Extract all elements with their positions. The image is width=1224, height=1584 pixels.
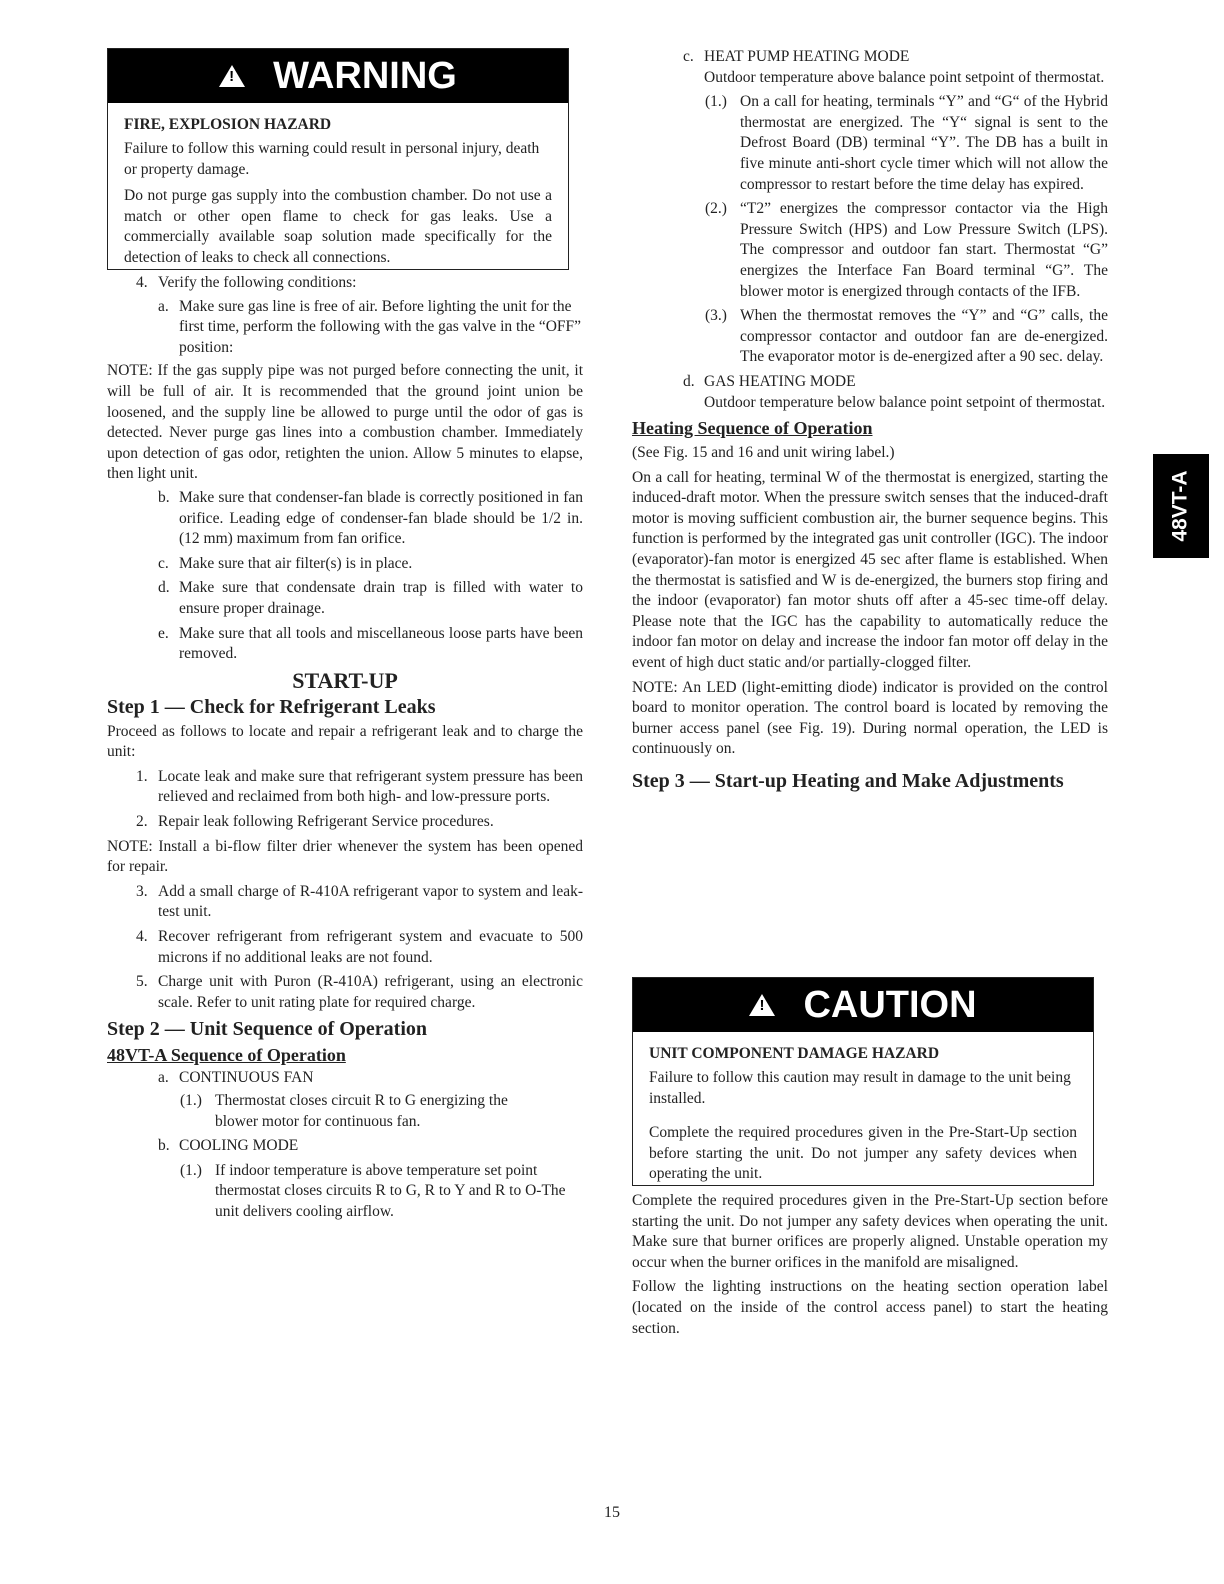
seq-a-1: (1.) Thermostat closes circuit R to G energizing the blower motor for continuous fan. — [180, 1092, 508, 1130]
gas-heating-mode: d. GAS HEATING MODE — [683, 372, 856, 390]
warning-banner: ! WARNING — [108, 49, 568, 103]
step1-list-item: 5. Charge unit with Puron (R-410A) refrigerant, using an electronic scale. Refer to unit rating plate for required charge. — [136, 973, 583, 1011]
step1-intro: Proceed as follows to locate and repair a refrigerant leak and to charge the unit: — [107, 722, 583, 761]
gas-heating-desc: Outdoor temperature below balance point setpoint of thermostat. — [704, 393, 1106, 411]
seq-a: a. CONTINUOUS FAN — [158, 1069, 314, 1087]
verify-list-item: c. Make sure that air filter(s) is in place. — [158, 554, 413, 572]
heating-ref: (See Fig. 15 and 16 and unit wiring label.) — [632, 444, 895, 462]
heat-pump-step: (3.) When the thermostat removes the “Y” and “G” calls, the compressor contactor and outdoor fan are de-energized. The evaporator motor is de-energized after a 90 sec. delay. — [705, 307, 1108, 366]
step2-title: Step 2 — Unit Sequence of Operation — [107, 1018, 427, 1041]
heating-note: NOTE: An LED (light-emitting diode) indicator is provided on the control board to monitor operation. The control board is located by removing the burner access panel (see Fig. 19). During normal operation, the LED is continuously on. — [632, 678, 1108, 758]
section-tab: 48VT-A — [1153, 454, 1209, 558]
step1-note: NOTE: Install a bi-flow filter drier whenever the system has been opened for repair. — [107, 837, 583, 876]
heat-pump-desc: Outdoor temperature above balance point setpoint of thermostat. — [704, 68, 1105, 86]
heating-sequence-title: Heating Sequence of Operation — [632, 418, 873, 439]
heat-pump-step: (2.) “T2” energizes the compressor contactor via the High Pressure Switch (HPS) and Low Pressure Switch (LPS). The compressor and outdoor fan start. Thermostat “G” energizes the Interface Fan Board terminal “G”. The blower motor is energized through contacts of the IFB. — [705, 200, 1108, 300]
step1-list-item: 4. Recover refrigerant from refrigerant system and evacuate to 500 microns if no additional leaks are not found. — [136, 928, 583, 966]
caution-heading: UNIT COMPONENT DAMAGE HAZARD — [649, 1045, 940, 1062]
warning-box — [107, 48, 569, 270]
verify-item: 4. Verify the following conditions: — [136, 274, 357, 291]
after-para-2: Follow the lighting instructions on the heating section operation label (located on the inside of the control access panel) to start the heating section. — [632, 1278, 1108, 1337]
step1-title: Step 1 — Check for Refrigerant Leaks — [107, 695, 436, 718]
heating-para: On a call for heating, terminal W of the thermostat is energized, starting the induced-draft motor. When the pressure switch senses that the induced-draft motor is moving sufficient combustion air, the burner sequence begins. This function is performed by the integrated gas unit controller (IGC). The indoor (evaporator)-fan motor is energized 45 sec after flame is established. When the thermostat is satisfied and W is de-energized, the burners stop firing and the indoor (evaporator) fan motor shuts off after a 45-sec time-off delay. Please note that the IGC has the capability to automatically reduce the indoor fan motor on delay and increase the indoor fan motor off delay in the event of high duct static and/or partially-clogged filter. — [632, 468, 1108, 672]
verify-note: NOTE: If the gas supply pipe was not purged before connecting the unit, it will be full of air. It is recommended that the ground joint union be loosened, and the supply line be allowed to purge until the odor of gas is detected. Never purge gas lines into a combustion chamber. Immediately upon detection of gas odor, retighten the union. Allow 5 minutes to elapse, then light unit. — [107, 362, 584, 483]
sequence-title: 48VT-A Sequence of Operation — [107, 1045, 346, 1066]
step3-title: Step 3 — Start-up Heating and Make Adjustments — [632, 770, 1064, 792]
caution-triangle-icon: ! — [749, 994, 775, 1016]
warning-triangle-icon: ! — [219, 65, 245, 87]
seq-b: b. COOLING MODE — [158, 1137, 299, 1155]
verify-list-item: d. Make sure that condensate drain trap is filled with water to ensure proper drainage. — [158, 579, 583, 617]
verify-list-item: b. Make sure that condenser-fan blade is correctly positioned in fan orifice. Leading edge of condenser-fan blade should be 1/2 in. (12 mm) maximum from fan orifice. — [158, 488, 583, 548]
startup-title: START-UP — [292, 667, 398, 693]
page-number: 15 — [604, 1504, 620, 1521]
seq-b-1: (1.) If indoor temperature is above temperature set point thermostat closes circuits R to G, R to Y and R to O-The unit delivers cooling airflow. — [180, 1161, 566, 1220]
heat-pump-step: (1.) On a call for heating, terminals “Y” and “G“ of the Hybrid thermostat are energized. The “Y“ signal is sent to the Defrost Board (DB) terminal “Y”. The DB has a built in five minute anti-short cycle timer which will not allow the compressor to restart before the time delay has expired. — [705, 93, 1108, 193]
step1-list-item: 2. Repair leak following Refrigerant Service procedures. — [136, 813, 494, 831]
caution-box — [632, 977, 1094, 1186]
verify-list-item: e. Make sure that all tools and miscellaneous loose parts have been removed. — [158, 624, 583, 663]
warning-para-1: Failure to follow this warning could result in personal injury, death or property damage. — [124, 140, 540, 178]
warning-para-2: Do not purge gas supply into the combustion chamber. Do not use a match or other open flame to check for gas leaks. Use a commercially available soap solution made specifically for the detection of leaks to check all connections. — [124, 187, 552, 266]
warning-heading: FIRE, EXPLOSION HAZARD — [124, 116, 332, 133]
step1-list-item: 1. Locate leak and make sure that refrigerant system pressure has been relieved and reclaimed from both high- and low-pressure ports. — [136, 767, 583, 806]
after-para-1: Complete the required procedures given in the Pre-Start-Up section before starting the unit. Do not jumper any safety devices when operating the unit. Make sure that burner orifices are properly aligned. Unstable operation my occur when the burner orifices in the manifold are misaligned. — [632, 1192, 1108, 1271]
caution-para-1: Failure to follow this caution may result in damage to the unit being installed. — [649, 1069, 1071, 1107]
caution-para-2: Complete the required procedures given in the Pre-Start-Up section before starting the unit. Do not jumper any safety devices when operating the unit. — [649, 1124, 1077, 1183]
caution-banner: ! CAUTION — [633, 978, 1093, 1032]
step1-list-item: 3. Add a small charge of R-410A refrigerant vapor to system and leak-test unit. — [136, 882, 583, 921]
heat-pump-mode: c. HEAT PUMP HEATING MODE — [683, 48, 910, 65]
verify-item-a: a. Make sure gas line is free of air. Before lighting the unit for the first time, perform the following with the gas valve in the “OFF” position: — [158, 297, 582, 356]
